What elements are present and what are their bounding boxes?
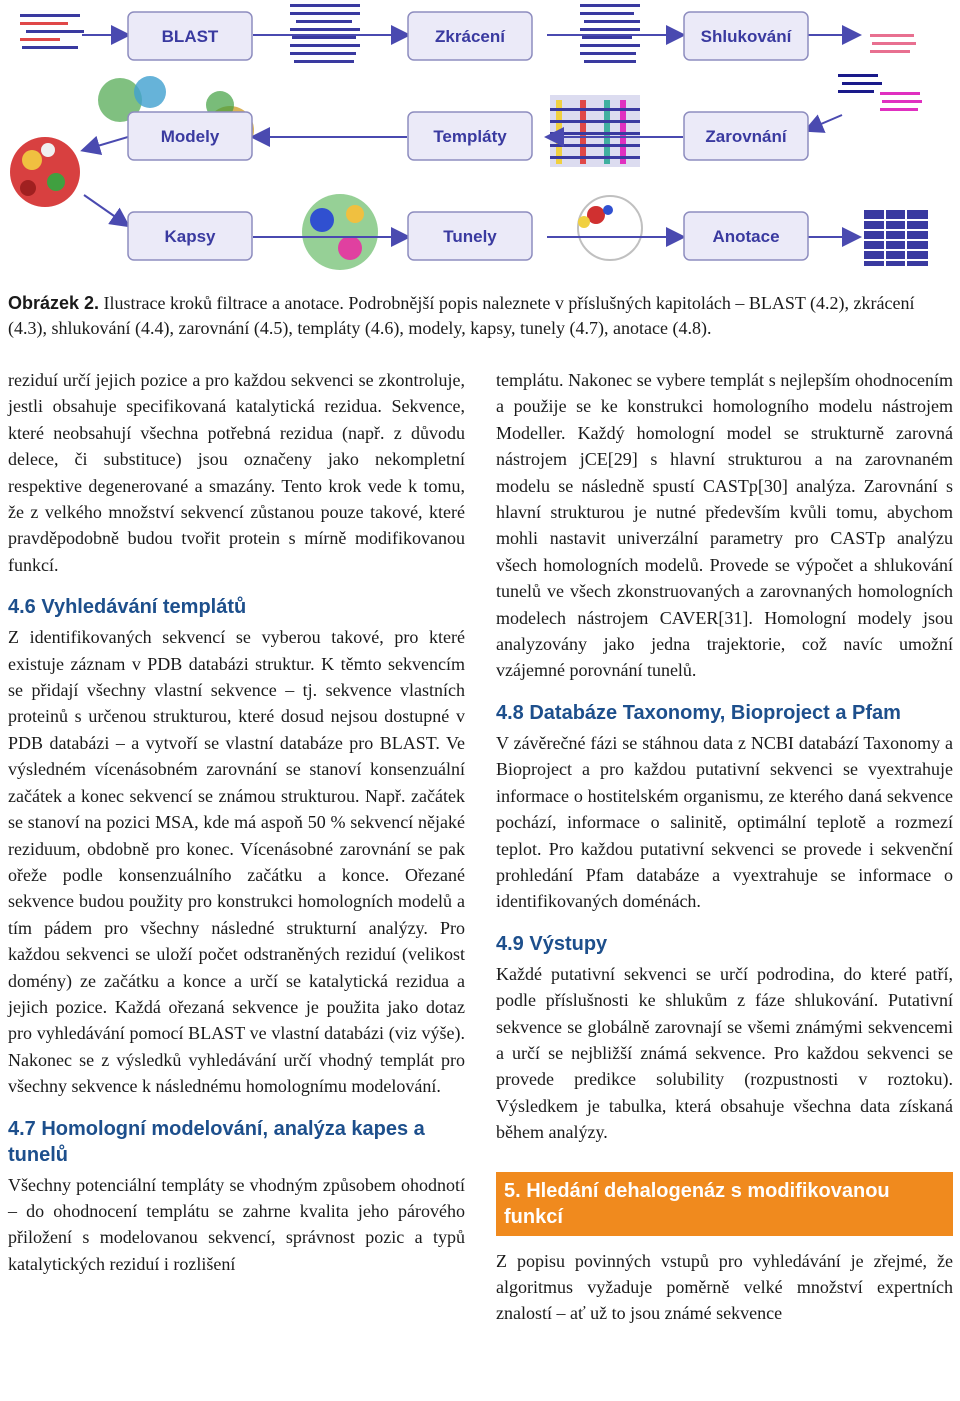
- step-box-blast: [128, 12, 252, 60]
- step-label: Shlukování: [700, 27, 792, 46]
- pocket-structure-icon: [302, 194, 378, 270]
- right-column: [496, 367, 953, 1327]
- step-label: Modely: [160, 127, 220, 146]
- section-heading-4-9: 4.9 Výstupy: [496, 932, 608, 955]
- annotation-table-icon: [864, 210, 928, 266]
- paragraph: Z identifikovaných sekvencí se vyberou takové, pro které existuje záznam v PDB databázi struktur. K těmto sekvencím se přidají všechny vlastní sekvence – tj. sekvence vlastních proteinů s určenou strukturou, které dosud nejsou dostupné v PDB databázi – a vytvoří se vlastní databáze pro BLAST. Ve výsledném vícenásobném zarovnání se stanoví konsenzuální začátek a konec sekvencí se známou strukturou. Např. začátek se stanoví na pozici MSA, kde má aspoň 50 % sekvencí nějaké reziduum, obdobně pro konec. Vícenásobné zarovnání se pak ořeže podle konsenzuálního začátku a konce. Ořezané sekvence budou použity pro konstrukci homologních modelů a tím pádem pro všechny následné strukturní analýzy. Pro každou sekvenci se uloží počet odstraněných reziduí (velikost domény) ze začátku a konce a určí se katalytická rezidua a jejich pozice. Každá ořezaná sekvence je použita jako dotaz pro vyhledávání pomocí BLAST ve vlastní databázi (viz výše). Nakonec se z výsledků vyhledávání určí vhodný templát pro všechny sekvence k následnému homolognímu modelování.: [8, 627, 465, 1097]
- step-box-tunely: [408, 212, 532, 260]
- chapter-heading-5: 5. Hledání dehalogenáz s modifikovanou funkcí: [496, 1172, 953, 1236]
- step-box-modely: [128, 112, 252, 160]
- step-label: Anotace: [712, 227, 780, 246]
- template-alignment-icon: [550, 95, 640, 167]
- step-label: Zarovnání: [705, 127, 787, 146]
- step-label: Zkrácení: [435, 27, 505, 46]
- step-box-zkrácení: [408, 12, 532, 60]
- section-heading-4-7: 4.7 Homologní modelování, analýza kapes a tunelů: [8, 1117, 425, 1166]
- step-box-anotace: [684, 212, 808, 260]
- paragraph: Každé putativní sekvenci se určí podrodina, do které patří, podle příslušnosti ke shlukům z fáze shlukování. Putativní sekvence se globálně zarovnají se všemi známými sekvencemi a určí se nejbližší známá sekvence. Pro každou sekvenci se provede predikce solubility (rozpustnosti v roztoku). Výsledkem je tabulka, která obsahuje všechna data získaná během analýzy.: [496, 963, 953, 1143]
- step-box-zarovnání: [684, 112, 808, 160]
- step-label: Templáty: [433, 127, 507, 146]
- step-box-kapsy: [128, 212, 252, 260]
- step-label: Tunely: [443, 227, 497, 246]
- section-heading-4-8: 4.8 Databáze Taxonomy, Bioproject a Pfam: [496, 701, 901, 724]
- paragraph: templátu. Nakonec se vybere templát s nejlepším ohodnocením a použije se ke konstrukci homologního modelu nástrojem Modeller. Každý homologní model se strukturně zarovná nástrojem jCE[29] s hlavní strukturou a na zarovnaném modelu se následně spustí CASTp[30] analýza. Zarovnání s hlavní strukturou je nutné především kvůli tomu, abychom mohli nastavit univerzální parametry pro CASTp analýzu všech homologních modelů. Provede se výpočet a shlukování tunelů ve všech zkonstruovaných a zarovnaných homologních modelech nástrojem CAVER[31]. Homologní modely jsou analyzovány jako jedna trajektorie, což navíc umožní vzájemné porovnání tunelů.: [496, 370, 953, 681]
- paragraph: Z popisu povinných vstupů pro vyhledávání je zřejmé, že algoritmus vyžaduje poměrně velké množství expertních znalostí – ať už to jsou známé sekvence: [496, 1250, 953, 1324]
- left-column: [8, 367, 465, 1277]
- tunnel-structure-icon: [578, 196, 642, 260]
- step-label: Kapsy: [164, 227, 216, 246]
- caption-text: Ilustrace kroků filtrace a anotace. Podrobnější popis naleznete v příslušných kapitolách – BLAST (4.2), zkrácení (4.3), shlukování (4.4), zarovnání (4.5), templáty (4.6), modely, kapsy, tunely (4.7), anotace (4.8).: [8, 293, 915, 338]
- caption-label: Obrázek 2.: [8, 293, 100, 313]
- paragraph: reziduí určí jejich pozice a pro každou sekvenci se zkontroluje, jestli obsahuje specifikovaná katalytická rezidua. Sekvence, které neobsahují všechna potřebná rezidua (např. z důvodu delece, či substituce) jsou označeny jako nekompletní respektive degenerované a smazány. Tento krok vede k tomu, že z velkého množství sekvencí zůstanou pouze takové, které pravděpodobně budou tvořit protein s mírně modifikovanou funkcí.: [8, 370, 465, 575]
- paragraph: Všechny potenciální templáty se vhodným způsobem ohodnotí – do ohodnocení templátu se zahrne kvalita jeho párového přiložení s modelovanou sekvencí, správnost pozic a typů katalytických reziduí i rozlišení: [8, 1174, 465, 1274]
- blast-sequences-icon: [20, 14, 84, 49]
- figure-caption: [8, 291, 953, 341]
- step-label: BLAST: [161, 27, 219, 46]
- step-box-shlukování: [684, 12, 808, 60]
- cluster-sequences-icon: [838, 34, 922, 111]
- section-heading-4-6: 4.6 Vyhledávání templátů: [8, 596, 247, 619]
- step-box-templáty: [408, 112, 532, 160]
- workflow-figure: [0, 0, 960, 290]
- paragraph: V závěrečné fázi se stáhnou data z NCBI databází Taxonomy a Bioproject a pro každou putativní sekvenci se vyextrahuje informace o hostitelském organismu, ze kterého daná sekvence pochází, informace o salinitě, optimální teplotě a rozmezí teplot. Pro každou putativní sekvenci se provede i sekvenční prohledání Pfam databáze a vyextrahuje se informace o identifikovaných doménách.: [496, 732, 953, 912]
